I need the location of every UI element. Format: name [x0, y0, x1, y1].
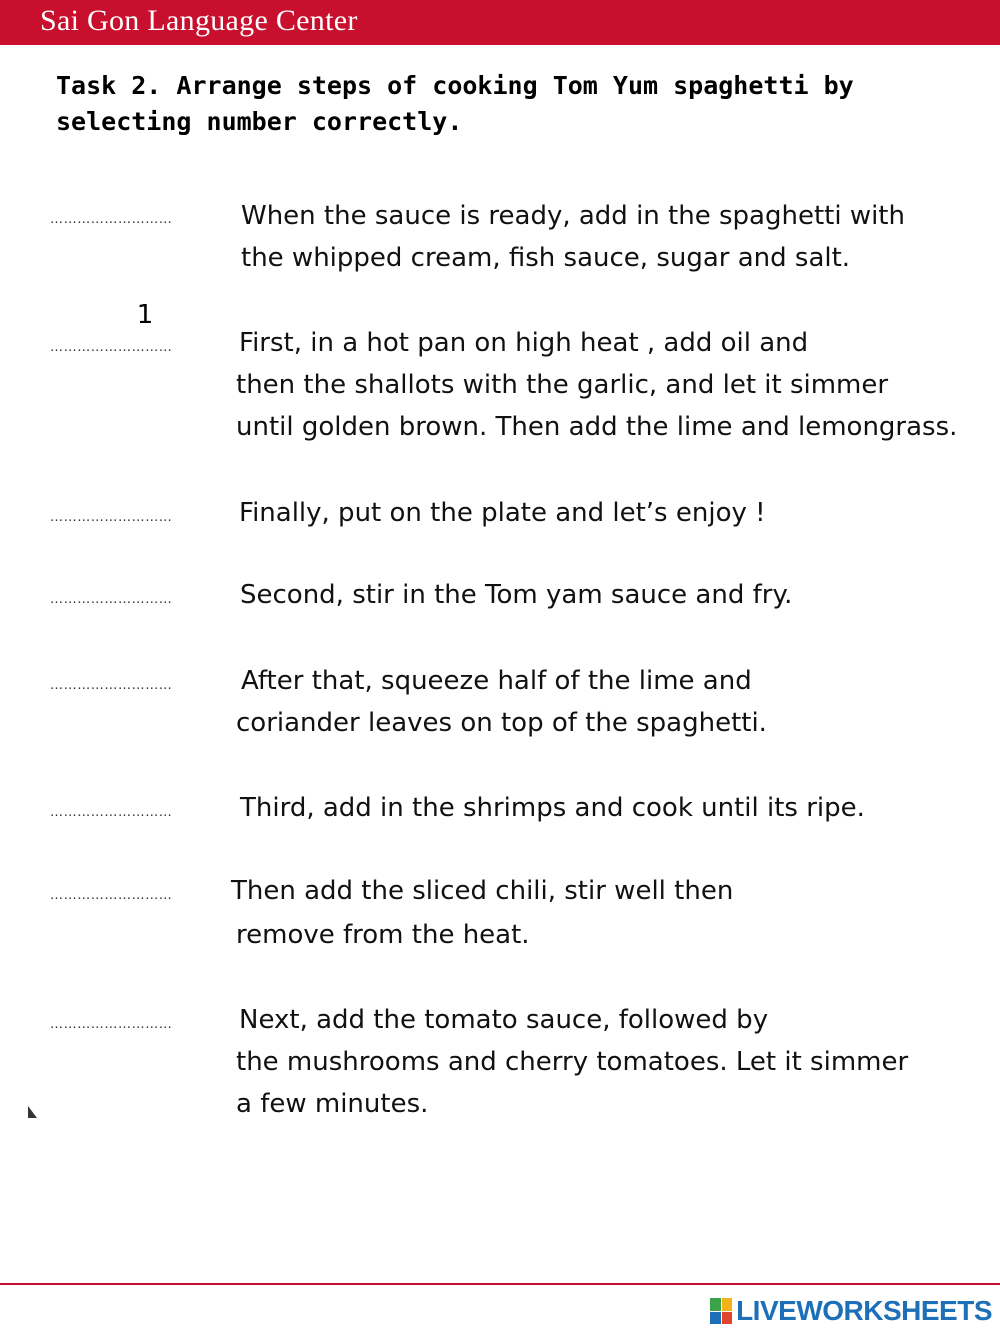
step-line: Third, add in the shrimps and cook until its ripe.: [240, 793, 865, 823]
step-answer-input[interactable]: [120, 576, 230, 614]
liveworksheets-logo-icon: [710, 1298, 732, 1324]
step-answer-input[interactable]: [120, 196, 230, 234]
task-title: Task 2. Arrange steps of cooking Tom Yum spaghetti by selecting number correctly.: [56, 71, 854, 136]
step-line: First, in a hot pan on high heat , add oil and: [239, 328, 809, 358]
header-bar: [0, 0, 1000, 45]
step-line: coriander leaves on top of the spaghetti.: [236, 708, 767, 738]
step-answer-input[interactable]: [120, 1001, 230, 1039]
answer-dots: ………………………: [50, 1017, 173, 1032]
footer-divider: [0, 1283, 1000, 1285]
answer-dots: ………………………: [50, 678, 173, 693]
answer-dots: ………………………: [50, 212, 173, 227]
logo-text: LIVEWORKSHEETS: [736, 1295, 992, 1326]
step-line: Finally, put on the plate and let’s enjoy !: [239, 498, 766, 528]
step-line: a few minutes.: [236, 1089, 429, 1119]
step-line: the whipped cream, fish sauce, sugar and salt.: [241, 243, 851, 273]
answer-dots: ………………………: [50, 805, 173, 820]
step-line: When the sauce is ready, add in the spaghetti with: [241, 201, 905, 231]
step-line: remove from the heat.: [236, 920, 530, 950]
answer-dots: ………………………: [50, 510, 173, 525]
header-title: Sai Gon Language Center: [40, 4, 358, 37]
step-line: After that, squeeze half of the lime and: [241, 666, 752, 696]
cursor-arrow-icon: [28, 1106, 37, 1118]
step-line: Next, add the tomato sauce, followed by: [239, 1005, 769, 1035]
liveworksheets-logo[interactable]: [710, 1294, 992, 1328]
step-answer-input[interactable]: [120, 494, 230, 532]
step-answer-input[interactable]: [90, 296, 200, 334]
answer-dots: ………………………: [50, 888, 173, 903]
answer-dots: ………………………: [50, 592, 173, 607]
step-line: until golden brown. Then add the lime and lemongrass.: [236, 412, 958, 442]
step-line: Second, stir in the Tom yam sauce and fry.: [240, 580, 793, 610]
step-line: the mushrooms and cherry tomatoes. Let it simmer: [236, 1047, 909, 1077]
step-answer-input[interactable]: [120, 872, 230, 910]
step-line: Then add the sliced chili, stir well then: [231, 876, 734, 906]
step-answer-input[interactable]: [120, 789, 230, 827]
step-answer-input[interactable]: [120, 662, 230, 700]
step-line: then the shallots with the garlic, and let it simmer: [236, 370, 889, 400]
answer-dots: ………………………: [50, 340, 173, 355]
